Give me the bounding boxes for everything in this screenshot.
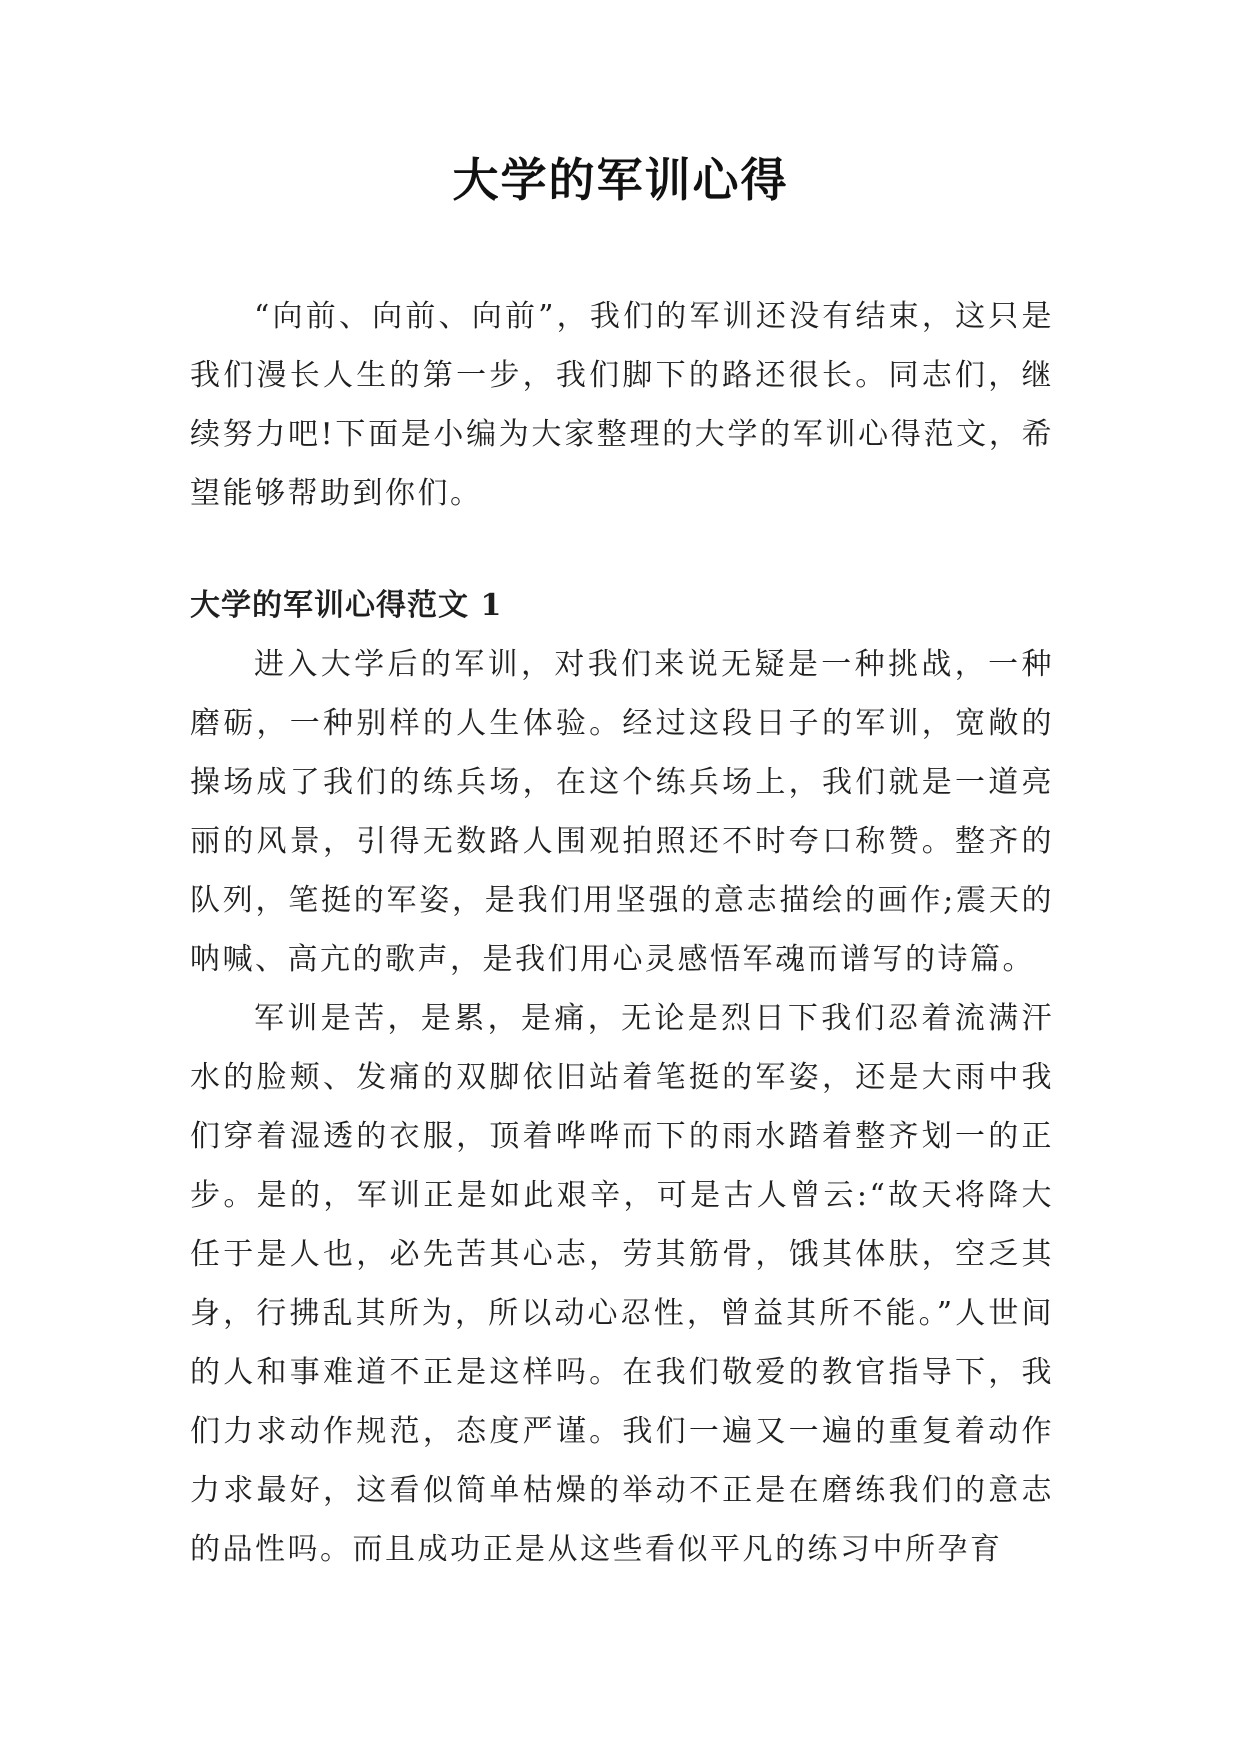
essay-paragraph-1: 进入大学后的军训，对我们来说无疑是一种挑战，一种磨砺，一种别样的人生体验。经过这段日子的军训，宽敞的操场成了我们的练兵场，在这个练兵场上，我们就是一道亮丽的风景，引得无数路人围观拍照还不时夸口称赞。整齐的队列，笔挺的军姿，是我们用坚强的意志描绘的画作;震天的呐喊、高亢的歌声，是我们用心灵感悟军魂而谱写的诗篇。 <box>190 647 1054 977</box>
document-title: 大学的军训心得 <box>452 153 789 207</box>
intro-paragraph: “向前、向前、向前”，我们的军训还没有结束，这只是我们漫长人生的第一步，我们脚下的路还很长。同志们，继续努力吧!下面是小编为大家整理的大学的军训心得范文，希望能够帮助到你们。 <box>190 299 1054 511</box>
essay-paragraph-2: 军训是苦，是累，是痛，无论是烈日下我们忍着流满汗水的脸颊、发痛的双脚依旧站着笔挺的军姿，还是大雨中我们穿着湿透的衣服，顶着哗哗而下的雨水踏着整齐划一的正步。是的，军训正是如此艰辛，可是古人曾云:“故天将降大任于是人也，必先苦其心志，劳其筋骨，饿其体肤，空乏其身，行拂乱其所为，所以动心忍性，曾益其所不能。”人世间的人和事难道不正是这样吗。在我们敬爱的教官指导下，我们力求动作规范，态度严谨。我们一遍又一遍的重复着动作力求最好，这看似简单枯燥的举动不正是在磨练我们的意志的品性吗。而且成功正是从这些看似平凡的练习中所孕育 <box>190 1001 1054 1567</box>
essay-body <box>190 635 1054 1579</box>
section-heading: 大学的军训心得范文 1 <box>190 588 503 623</box>
